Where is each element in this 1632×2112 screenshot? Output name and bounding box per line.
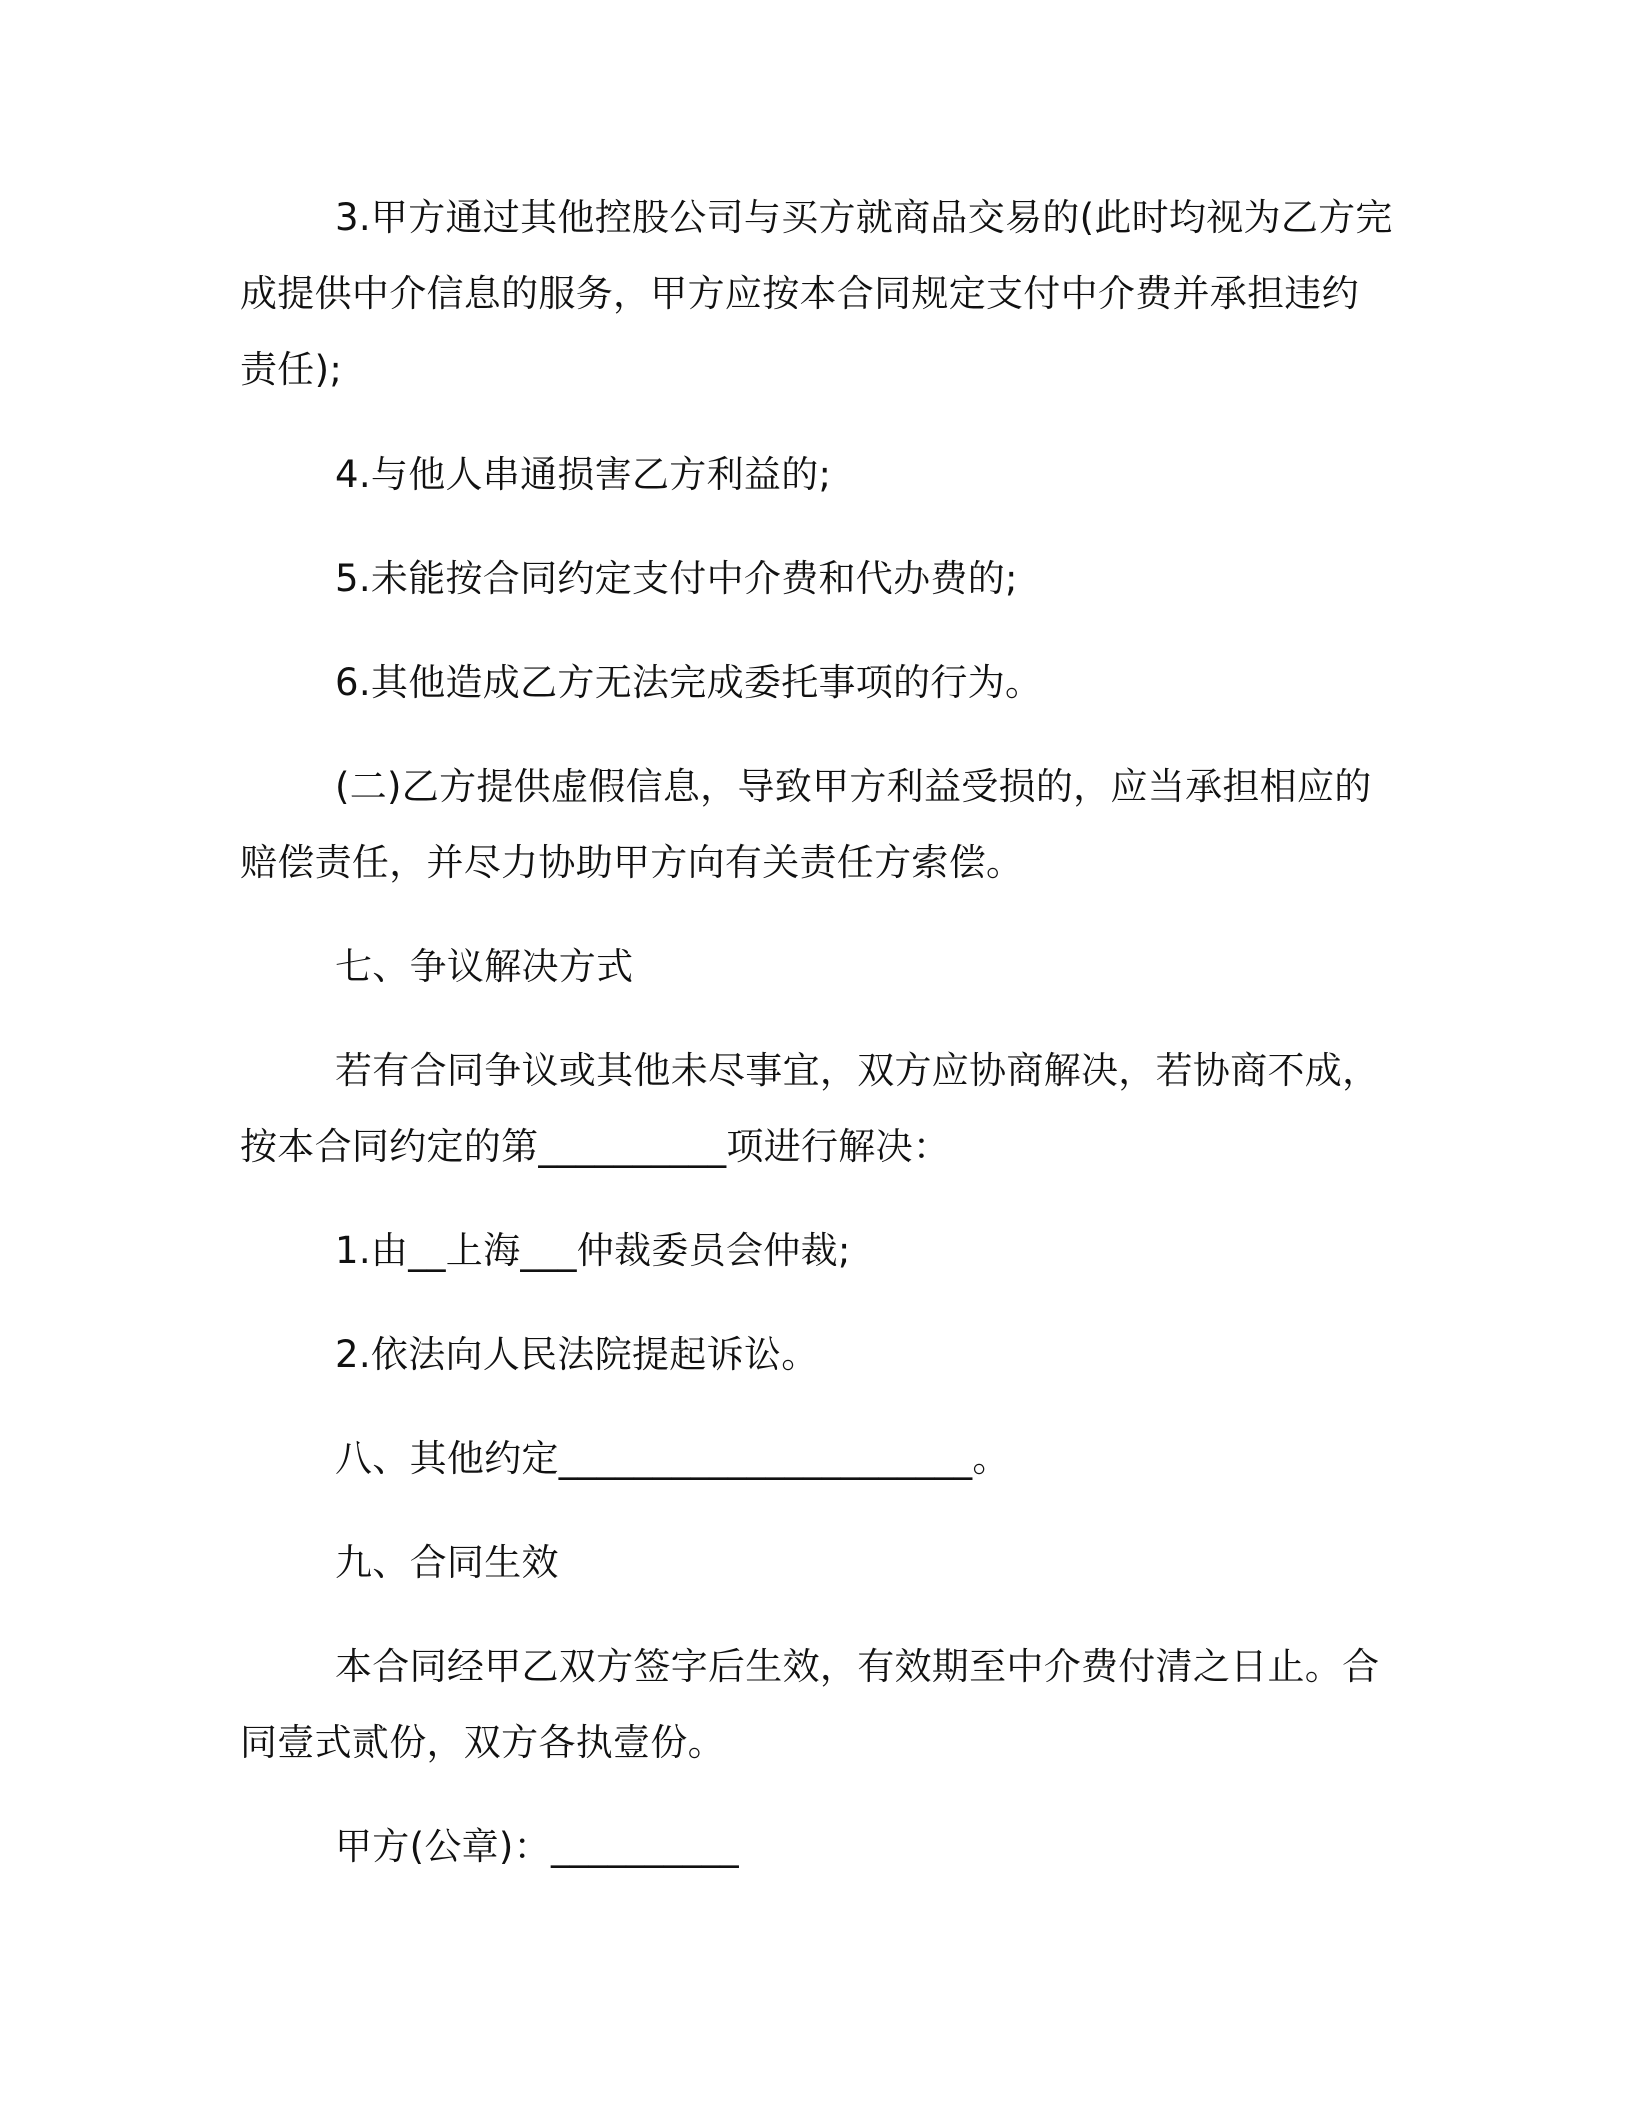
clause-3-line-2: 成提供中介信息的服务，甲方应按本合同规定支付中介费并承担违约 bbox=[240, 272, 1359, 315]
effect-paragraph-line-1: 本合同经甲乙双方签字后生效，有效期至中介费付清之日止。合 bbox=[335, 1645, 1380, 1688]
dispute-paragraph-line-1: 若有合同争议或其他未尽事宜，双方应协商解决，若协商不成， bbox=[335, 1049, 1380, 1092]
effect-paragraph-line-2: 同壹式贰份，双方各执壹份。 bbox=[240, 1721, 725, 1764]
section-7-heading: 七、争议解决方式 bbox=[335, 945, 634, 988]
dispute-option-2: 2.依法向人民法院提起诉讼。 bbox=[335, 1333, 819, 1376]
clause-4: 4.与他人串通损害乙方利益的; bbox=[335, 453, 832, 496]
clause-b-line-1: (二)乙方提供虚假信息，导致甲方利益受损的，应当承担相应的 bbox=[335, 765, 1372, 808]
clause-5: 5.未能按合同约定支付中介费和代办费的; bbox=[335, 557, 1018, 600]
party-a-seal-line: 甲方(公章)：__________ bbox=[335, 1825, 739, 1868]
dispute-option-1: 1.由__上海___仲裁委员会仲裁; bbox=[335, 1229, 851, 1272]
clause-3-line-1: 3.甲方通过其他控股公司与买方就商品交易的(此时均视为乙方完 bbox=[335, 196, 1393, 239]
clause-b-line-2: 赔偿责任，并尽力协助甲方向有关责任方索偿。 bbox=[240, 841, 1024, 884]
dispute-paragraph-line-2: 按本合同约定的第__________项进行解决： bbox=[240, 1125, 951, 1168]
section-9-heading: 九、合同生效 bbox=[335, 1541, 559, 1584]
clause-3-line-3: 责任); bbox=[240, 348, 343, 391]
clause-6: 6.其他造成乙方无法完成委托事项的行为。 bbox=[335, 661, 1043, 704]
section-8-heading: 八、其他约定______________________。 bbox=[335, 1437, 1010, 1480]
